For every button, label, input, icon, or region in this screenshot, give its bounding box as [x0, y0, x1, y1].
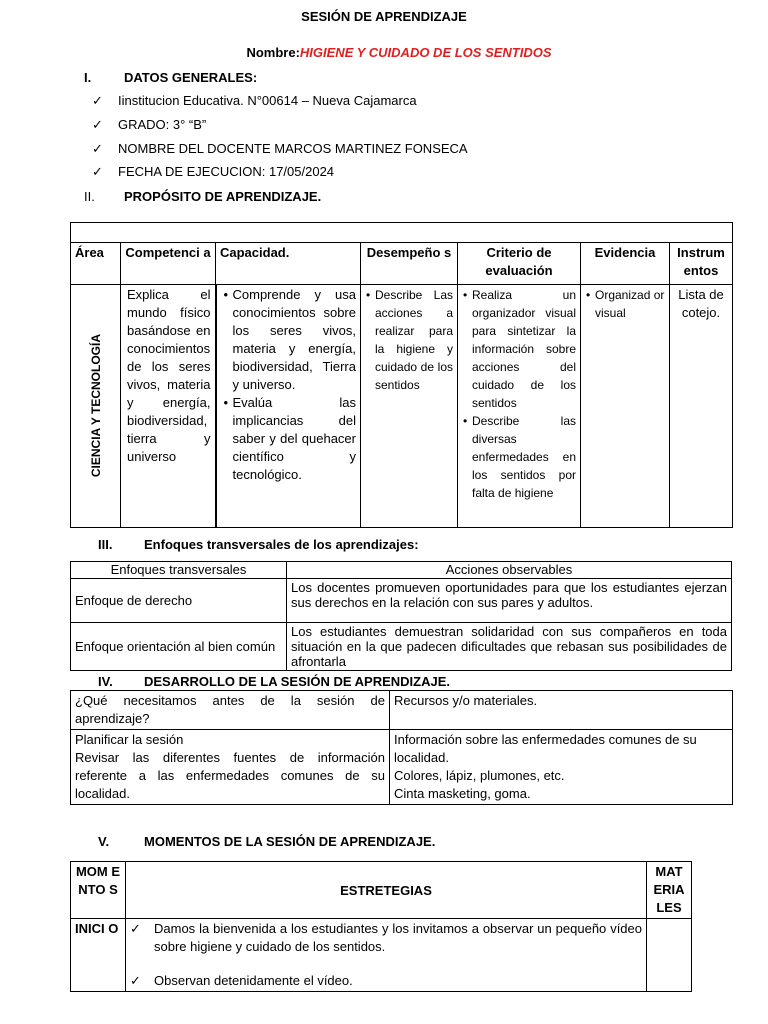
criterio-item: • Realiza un organizador visual para sintetizar la información sobre acciones del cuidado de los sentidos	[472, 286, 576, 412]
acciones-header: Acciones observables	[287, 562, 732, 579]
capacidad-cell	[216, 285, 361, 528]
momentos-header: MOM ENTO S	[71, 862, 126, 919]
enfoques-table	[70, 561, 732, 671]
necesitamos-cell	[71, 730, 390, 805]
section-4-heading: IV. DESARROLLO DE LA SESIÓN DE APRENDIZAJE.	[98, 674, 451, 689]
momentos-table	[70, 861, 692, 992]
strategy-item: ✓ Damos la bienvenida a los estudiantes y los invitamos a observar un pequeño vídeo sobre higiene y cuidado de los sentidos.	[130, 921, 642, 954]
header-competencia: Competenci a	[121, 243, 216, 285]
nombre-value: HIGIENE Y CUIDADO DE LOS SENTIDOS	[299, 45, 552, 60]
nombre-label: Nombre:	[246, 45, 300, 60]
accion-cell: Los estudiantes demuestran solidaridad con sus compañeros en toda situación en la que padecen dificultades que rebasan sus posibilidades de afrontarla	[287, 623, 732, 671]
evidencia-item: • Organizad or visual	[595, 286, 665, 322]
recursos-header: Recursos y/o materiales.	[390, 691, 733, 730]
section-3-heading: III. Enfoques transversales de los aprendizajes:	[98, 537, 419, 552]
recursos-line: Información sobre las enfermedades comunes de su localidad.	[394, 732, 697, 765]
enfoque-cell: Enfoque orientación al bien común	[71, 623, 287, 671]
recursos-cell	[390, 730, 733, 805]
enfoques-header: Enfoques transversales	[71, 562, 287, 579]
instrumentos-cell: Lista de cotejo.	[670, 285, 733, 528]
necesitamos-line: Planificar la sesión	[75, 732, 184, 747]
data-item: ✓ NOMBRE DEL DOCENTE MARCOS MARTINEZ FONSECA	[92, 141, 468, 156]
necesitamos-line: Revisar las diferentes fuentes de información referente a las enfermedades comunes de su localidad.	[75, 750, 385, 801]
header-capacidad: Capacidad.	[216, 243, 361, 285]
desempeno-item: • Describe Las acciones a realizar para la higiene y cuidado de los sentidos	[375, 286, 453, 394]
accion-cell: Los docentes promueven oportunidades para que los estudiantes ejerzan sus derechos en la relación con sus pares y adultos.	[287, 579, 732, 623]
strategies-cell	[126, 919, 647, 992]
header-instrumentos: Instrum entos	[670, 243, 733, 285]
recursos-line: Colores, lápiz, plumones, etc.	[394, 768, 565, 783]
area-label: CIENCIA Y TECNOLOGÍA	[88, 334, 103, 478]
check-icon: ✓	[130, 921, 141, 936]
header-desempenos: Desempeño s	[361, 243, 458, 285]
purpose-table-blank-row	[71, 223, 733, 243]
strategy-item: ✓ Observan detenidamente el vídeo.	[130, 973, 353, 988]
criterio-item: • Describe las diversas enfermedades en los sentidos por falta de higiene	[472, 412, 576, 502]
materiales-header: MAT ERIA LES	[647, 862, 692, 919]
header-area: Área	[71, 243, 121, 285]
data-item: ✓ Iinstitucion Educativa. N°00614 – Nueva Cajamarca	[92, 93, 417, 108]
capacidad-item: • Comprende y usa conocimientos sobre los seres vivos, materia y energía, biodiversidad, Tierra y universo.	[233, 286, 357, 394]
estrategias-header: ESTRETEGIAS	[126, 862, 647, 919]
evidencia-cell	[581, 285, 670, 528]
competencia-cell: Explica el mundo físico basándose en conocimientos de los seres vivos, materia y energía, biodiversidad, tierra y universo	[121, 285, 216, 528]
check-icon: ✓	[92, 93, 103, 108]
desempeno-cell	[361, 285, 458, 528]
moment-cell: INICI O	[71, 919, 126, 992]
criterio-cell	[458, 285, 581, 528]
check-icon: ✓	[92, 141, 103, 156]
session-name	[0, 45, 768, 60]
necesitamos-header: ¿Qué necesitamos antes de la sesión de aprendizaje?	[71, 691, 390, 730]
enfoque-cell: Enfoque de derecho	[71, 579, 287, 623]
header-criterio: Criterio de evaluación	[458, 243, 581, 285]
header-evidencia: Evidencia	[581, 243, 670, 285]
area-cell	[71, 285, 121, 528]
purpose-table	[70, 222, 733, 528]
section-5-heading: V. MOMENTOS DE LA SESIÓN DE APRENDIZAJE.	[98, 834, 436, 849]
check-icon: ✓	[130, 973, 141, 988]
desarrollo-table	[70, 690, 733, 805]
section-1-heading: I. DATOS GENERALES:	[84, 70, 258, 85]
recursos-line: Cinta masketing, goma.	[394, 786, 531, 801]
check-icon: ✓	[92, 164, 103, 179]
data-item: ✓ GRADO: 3° “B”	[92, 117, 207, 132]
page-title: SESIÓN DE APRENDIZAJE	[301, 9, 467, 24]
data-item: ✓ FECHA DE EJECUCION: 17/05/2024	[92, 164, 335, 179]
check-icon: ✓	[92, 117, 103, 132]
capacidad-item: • Evalúa las implicancias del saber y del quehacer científico y tecnológico.	[233, 394, 357, 484]
materiales-cell	[647, 919, 692, 992]
section-2-heading: II. PROPÓSITO DE APRENDIZAJE.	[84, 189, 322, 204]
